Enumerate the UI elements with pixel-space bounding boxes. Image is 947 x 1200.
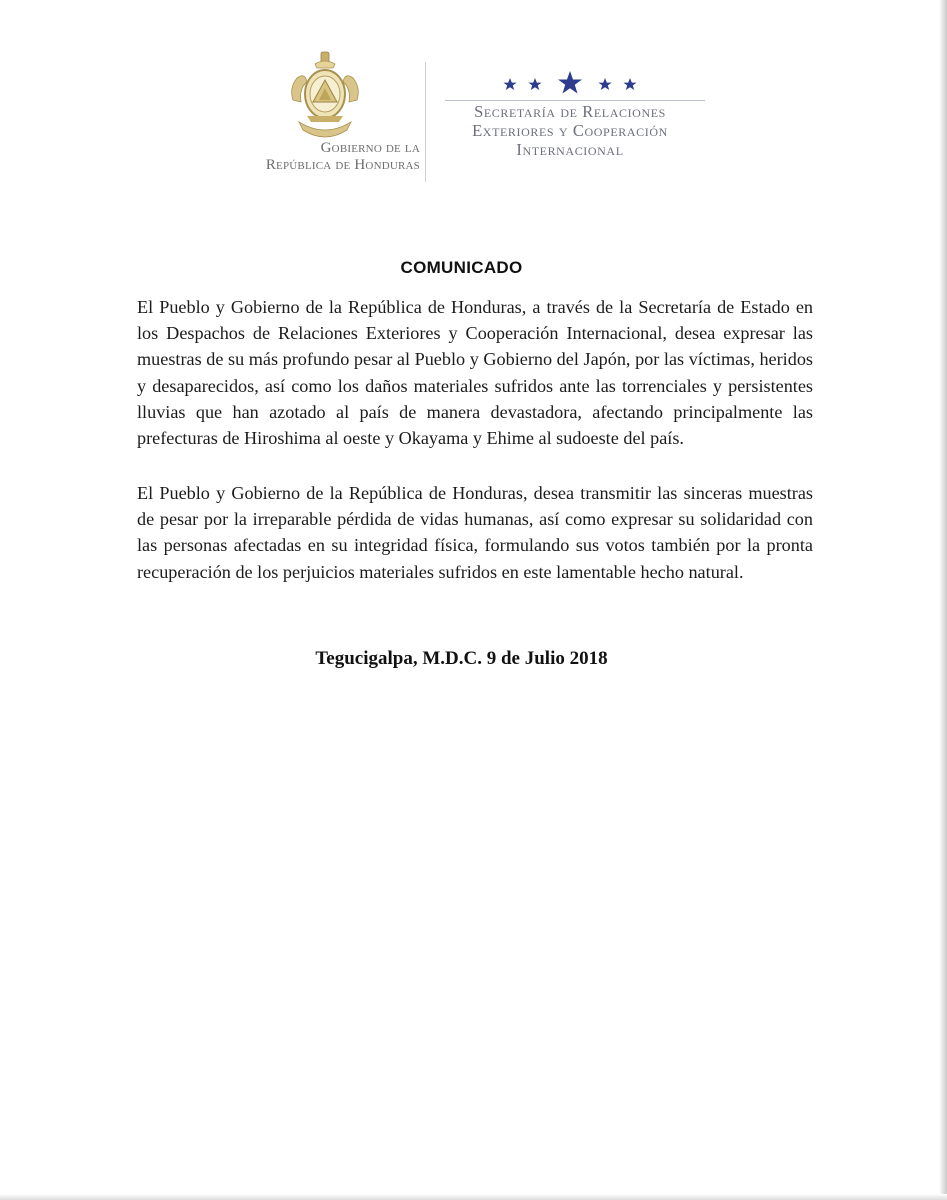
- government-name: [230, 140, 420, 174]
- secretariat-logo-block: [435, 70, 705, 180]
- place-and-date: Tegucigalpa, M.D.C. 9 de Julio 2018: [315, 648, 608, 669]
- letterhead: [230, 40, 730, 190]
- secretariat-rule: [445, 100, 705, 101]
- stars-icon: [495, 70, 645, 96]
- letterhead-divider: [425, 62, 426, 182]
- page-bottom-shadow: [0, 1194, 947, 1200]
- secretariat-line: Exteriores y Cooperación: [472, 121, 668, 140]
- paragraph-condolences: El Pueblo y Gobierno de la República de Honduras, a través de la Secretaría de Estado en los Despachos de Relaciones Exteriores y Cooperación Internacional, desea expresar las muestras de su más profundo pesar al Pueblo y Gobierno del Japón, por las víctimas, heridos y desaparecidos, así como los daños materiales sufridos ante las torrenciales y persistentes lluvias que han azotado al país de manera devastadora, afectando principalmente las prefecturas de Hiroshima al oeste y Okayama y Ehime al sudoeste del país.: [137, 297, 813, 449]
- paragraph-solidarity: El Pueblo y Gobierno de la República de Honduras, desea transmitir las sinceras muestras de pesar por la irreparable pérdida de vidas humanas, así como expresar su solidaridad con las personas afectadas en su integridad física, formulando sus votos también por la pronta recuperación de los perjuicios materiales sufridos en este lamentable hecho natural.: [137, 483, 813, 582]
- government-line: Gobierno de la: [320, 140, 420, 156]
- government-logo-block: [230, 40, 420, 180]
- secretariat-line: Internacional: [516, 140, 624, 159]
- secretariat-name: [435, 102, 705, 159]
- document-title: COMUNICADO: [400, 258, 523, 277]
- government-line: República de Honduras: [265, 157, 420, 173]
- coat-of-arms-icon: [285, 48, 365, 148]
- page-edge-shadow: [939, 0, 947, 1200]
- secretariat-line: Secretaría de Relaciones: [474, 102, 666, 121]
